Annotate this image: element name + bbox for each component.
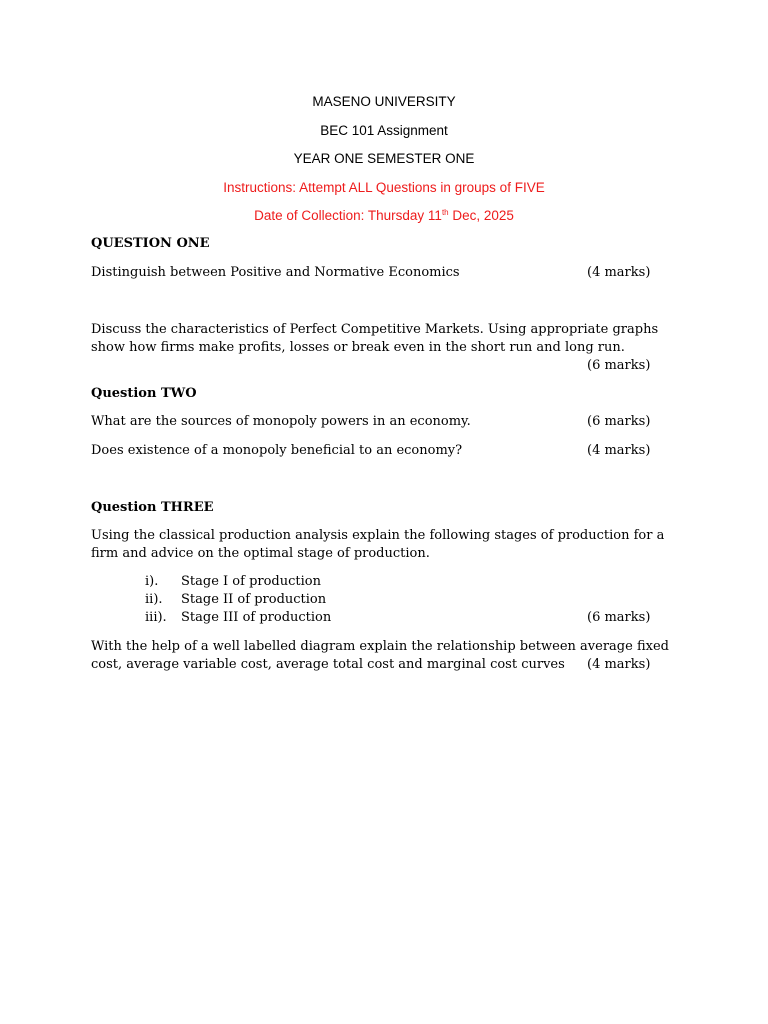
q1b-line2: show how firms make profits, losses or break even in the short run and long run. xyxy=(91,340,625,355)
question-three-heading: Question THREE xyxy=(91,500,214,515)
q2a-text: What are the sources of monopoly powers in an economy. xyxy=(91,414,471,429)
q3a-line1: Using the classical production analysis explain the following stages of production for a xyxy=(91,528,665,543)
q1b-line1: Discuss the characteristics of Perfect Competitive Markets. Using appropriate graphs xyxy=(91,322,659,337)
question-two-heading: Question TWO xyxy=(91,386,197,401)
q3b-line2: cost, average variable cost, average total cost and marginal cost curves xyxy=(91,657,565,672)
collection-date-prefix: Date of Collection: Thursday 11 xyxy=(254,208,442,223)
collection-date-suffix: Dec, 2025 xyxy=(448,208,514,223)
collection-date xyxy=(0,207,768,225)
stage-item-number: ii). xyxy=(145,592,163,607)
stage-item-number: i). xyxy=(145,574,159,589)
q2a-marks: (6 marks) xyxy=(587,414,651,429)
stage-item-text: Stage II of production xyxy=(181,592,327,607)
collection-date-ordinal: th xyxy=(441,208,449,217)
q3b-line1: With the help of a well labelled diagram explain the relationship between average fixed xyxy=(91,639,669,654)
q2b-marks: (4 marks) xyxy=(587,443,651,458)
q3a-marks: (6 marks) xyxy=(587,610,651,625)
q2b-text: Does existence of a monopoly beneficial to an economy? xyxy=(91,443,463,458)
university-title: MASENO UNIVERSITY xyxy=(312,94,456,109)
question-one-heading: QUESTION ONE xyxy=(91,236,210,251)
q3a-line2: firm and advice on the optimal stage of production. xyxy=(91,546,430,561)
year-semester: YEAR ONE SEMESTER ONE xyxy=(293,151,475,166)
q3b-marks: (4 marks) xyxy=(587,657,651,672)
stage-item-text: Stage III of production xyxy=(181,610,332,625)
q1a-marks: (4 marks) xyxy=(587,265,651,280)
stage-item-number: iii). xyxy=(145,610,167,625)
q1b-marks: (6 marks) xyxy=(587,358,651,373)
q1a-text: Distinguish between Positive and Normative Economics xyxy=(91,265,460,280)
instructions: Instructions: Attempt ALL Questions in groups of FIVE xyxy=(223,180,545,195)
stage-item-text: Stage I of production xyxy=(181,574,321,589)
course-title: BEC 101 Assignment xyxy=(320,123,448,138)
